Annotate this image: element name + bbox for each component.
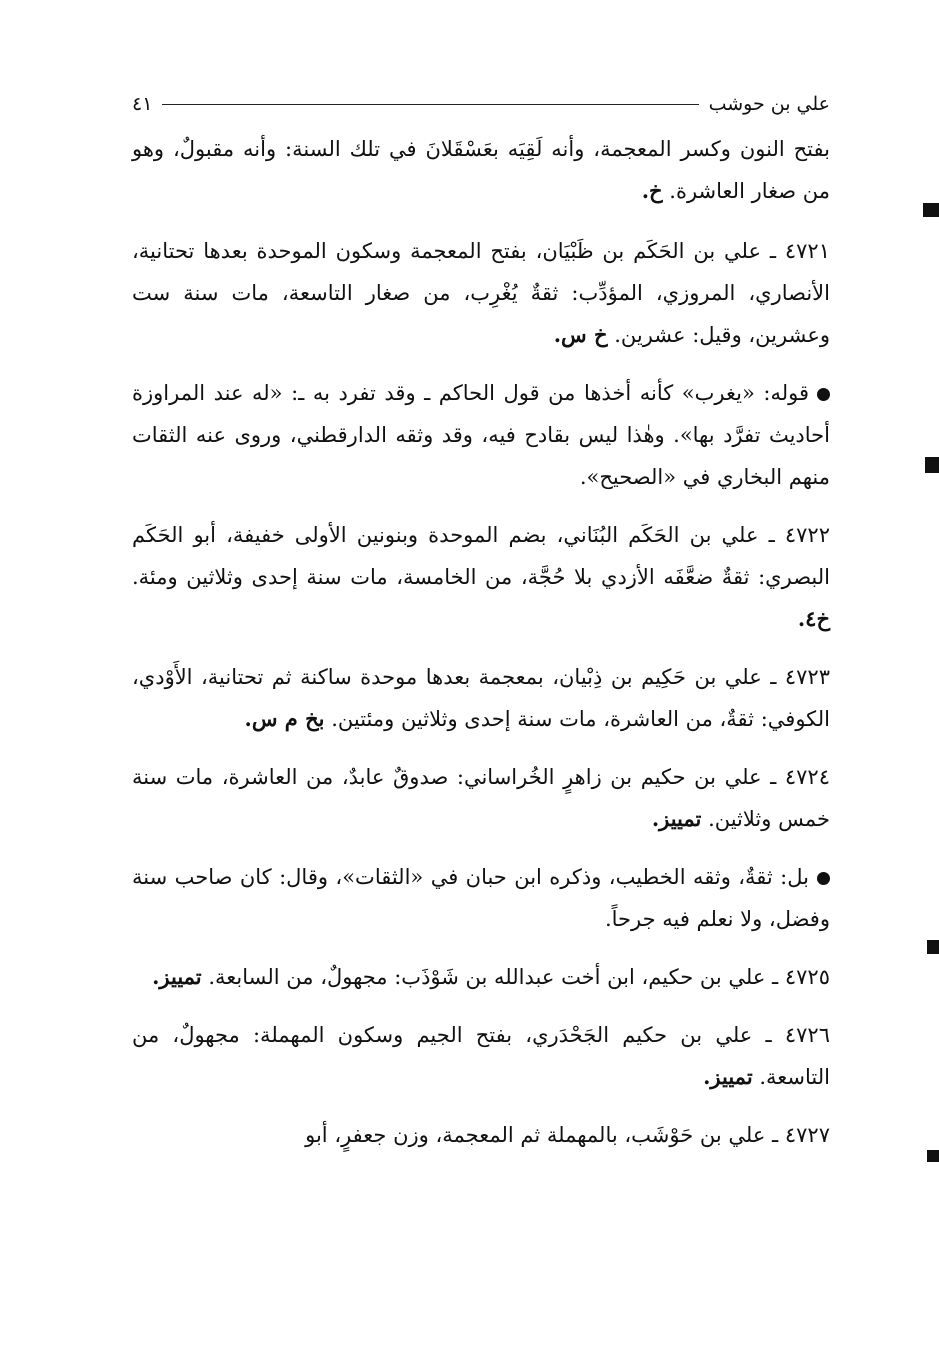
bullet-icon bbox=[817, 872, 830, 885]
entry-number: ٤٧٢٧ bbox=[784, 1123, 830, 1147]
entry-4723 bbox=[132, 656, 830, 740]
entry-text: ـ علي بن الحَكَم بن ظَبْيَان، بفتح المعجمة وسكون الموحدة بعدها تحتانية، الأنصاري، المروزي، المؤدِّب: ثقةٌ يُغْرِب، من صغار التاسعة، مات سنة ست وعشرين، وقيل: عشرين. bbox=[132, 239, 830, 347]
body-text bbox=[132, 128, 830, 1172]
paragraph-text: بفتح النون وكسر المعجمة، وأنه لَقِيَه بعَسْقَلانَ في تلك السنة: وأنه مقبولٌ، وهو من صغار العاشرة. bbox=[132, 137, 830, 203]
entry-number: ٤٧٢٢ bbox=[784, 523, 830, 547]
book-symbols: خ٤. bbox=[797, 606, 830, 631]
entry-4724 bbox=[132, 756, 830, 840]
entry-number: ٤٧٢٦ bbox=[784, 1023, 830, 1047]
commentary-text: بل: ثقةٌ، وثقه الخطيب، وذكره ابن حبان في «الثقات»، وقال: كان صاحب سنة وفضل، ولا نعلم فيه جرحاً. bbox=[132, 865, 830, 931]
commentary-note bbox=[132, 856, 830, 940]
entry-text: ـ علي بن الحَكَم البُنَاني، بضم الموحدة وبنونين الأولى خفيفة، أبو الحَكَم البصري: ثقةٌ ضعَّفَه الأزدي بلا حُجَّة، من الخامسة، مات سنة إحدى وثلاثين ومئة. bbox=[132, 523, 830, 589]
book-symbols: تمييز. bbox=[703, 1064, 753, 1089]
entry-text: ـ علي بن حكيم بن زاهرٍ الخُراساني: صدوقٌ عابدٌ، من العاشرة، مات سنة خمس وثلاثين. bbox=[132, 765, 830, 831]
book-symbols: بخ م س. bbox=[244, 706, 325, 731]
running-head bbox=[132, 88, 830, 120]
entry-4725 bbox=[132, 956, 830, 998]
entry-number: ٤٧٢٣ bbox=[784, 665, 830, 689]
entry-number: ٤٧٢١ bbox=[784, 239, 830, 263]
entry-text: ـ علي بن حكيم، ابن أخت عبدالله بن شَوْذَب: مجهولٌ، من السابعة. bbox=[208, 965, 779, 989]
scan-edge-mark bbox=[927, 940, 939, 954]
entry-number: ٤٧٢٤ bbox=[784, 765, 830, 789]
scan-edge-mark bbox=[923, 203, 939, 217]
entry-4726 bbox=[132, 1014, 830, 1098]
page-number: ٤١ bbox=[132, 93, 153, 115]
entry-4721 bbox=[132, 230, 830, 356]
continuation-paragraph bbox=[132, 128, 830, 212]
book-symbols: خ س. bbox=[553, 322, 608, 347]
entry-4722 bbox=[132, 514, 830, 640]
commentary-text: قوله: «يغرب» كأنه أخذها من قول الحاكم ـ وقد تفرد به ـ: «له عند المراوزة أحاديث تفرَّد بها». وهٰذا ليس بقادح فيه، وقد وثقه الدارقطني، وروى عنه الثقات منهم البخاري في «الصحيح». bbox=[132, 381, 830, 489]
entry-4727 bbox=[132, 1114, 830, 1156]
bullet-icon bbox=[817, 388, 830, 401]
scan-edge-mark bbox=[925, 457, 939, 473]
book-symbols: خ. bbox=[641, 178, 663, 203]
entry-number: ٤٧٢٥ bbox=[784, 965, 830, 989]
scan-edge-mark bbox=[927, 1150, 939, 1162]
header-rule bbox=[162, 104, 698, 105]
entry-text: ـ علي بن حَكِيم بن ذِبْيان، بمعجمة بعدها موحدة ساكنة ثم تحتانية، الأَوْدي، الكوفي: ثقةٌ، من العاشرة، مات سنة إحدى وثلاثين ومئتين. bbox=[132, 665, 830, 731]
commentary-note bbox=[132, 372, 830, 498]
book-symbols: تمييز. bbox=[651, 806, 702, 831]
entry-text: ـ علي بن حَوْشَب، بالمهملة ثم المعجمة، وزن جعفرٍ، أبو bbox=[305, 1123, 779, 1147]
entry-text: ـ علي بن حكيم الجَحْدَري، بفتح الجيم وسكون المهملة: مجهولٌ، من التاسعة. bbox=[132, 1023, 830, 1089]
running-head-title: علي بن حوشب bbox=[708, 93, 830, 115]
book-symbols: تمييز. bbox=[152, 964, 202, 989]
